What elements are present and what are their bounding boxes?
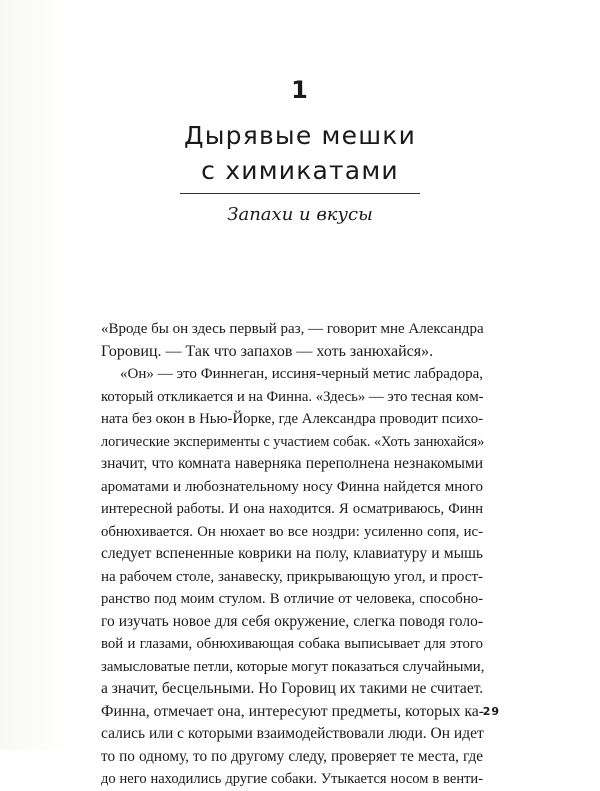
text-line: на рабочем столе, занавеску, прикрывающую угол, и прост- — [101, 568, 483, 585]
text-line: замысловатые петли, которые могут показаться случайными, — [101, 658, 485, 675]
text-line: «Он» — это Финнеган, иссиня-черный метис лабрадора, — [120, 366, 483, 382]
text-line: ранство под моим стулом. В отличие от человека, способно- — [101, 591, 483, 607]
text-line: то по одному, то по другому следу, проверяет те места, где — [101, 747, 483, 765]
text-line: вой и глазами, обнюхивающая собака выписывает для этого — [101, 636, 483, 652]
text-line: Финна, отмечает она, интересуют предметы, которых ка- — [101, 702, 485, 720]
text-line: который откликается и на Финна. «Здесь» — это тесная ком- — [101, 388, 484, 405]
chapter-title — [0, 118, 600, 188]
text-line: «Вроде бы он здесь первый раз, — говорит мне Александра — [101, 321, 484, 337]
chapter-subtitle: Запахи и вкусы — [227, 204, 373, 225]
chapter-title-line-1: Дырявые мешки — [183, 121, 417, 150]
text-line: сались или с которыми взаимодействовали люди. Он идет — [101, 725, 484, 742]
text-line: ароматами и любознательному носу Финна найдется много — [101, 478, 483, 495]
text-line: интересной работы. И она находится. Я осматриваюсь, Финн — [101, 501, 483, 517]
page-number: 29 — [482, 705, 500, 718]
chapter-title-line-2: с химикатами — [201, 156, 399, 185]
text-line: обнюхивается. Он нюхает во все ноздри: усиленно сопя, ис- — [101, 523, 483, 540]
title-divider — [180, 193, 420, 194]
text-line: го изучать новое для себя окружение, слегка поводя голо- — [101, 612, 483, 630]
text-line: до него находились другие собаки. Утыкается носом в венти- — [101, 771, 483, 787]
body-text — [101, 318, 483, 791]
text-line: а значит, бесцельными. Но Горовиц их такими не считает. — [101, 680, 484, 697]
text-line: логические эксперименты с участием собак. «Хоть занюхайся» — [101, 433, 485, 450]
text-line: следует вспененные коврики на полу, клавиатуру и мышь — [101, 545, 483, 562]
text-line: Горовиц. — Так что запахов — хоть занюхайся». — [101, 342, 434, 360]
chapter-number: 1 — [291, 76, 309, 104]
text-line: значит, что комната наверняка переполнена незнакомыми — [101, 455, 483, 472]
text-line: ната без окон в Нью-Йорке, где Александра проводит психо- — [101, 411, 483, 427]
